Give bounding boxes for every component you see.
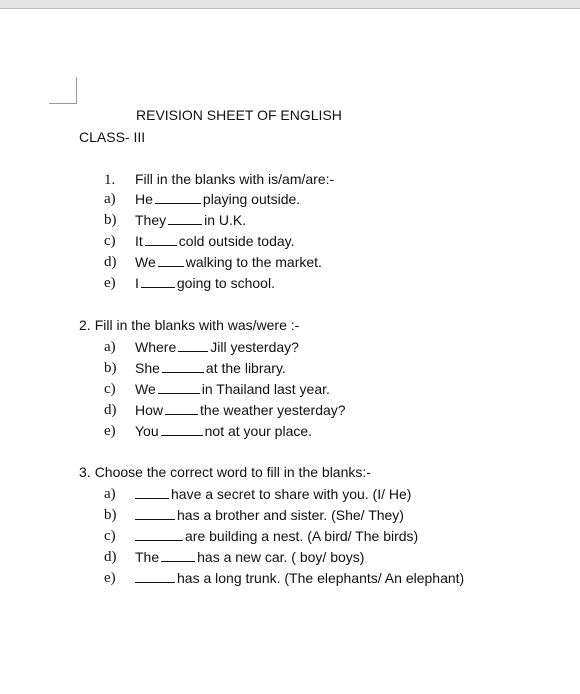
item-text: has a long trunk. (The elephants/ An elephant) [135, 569, 464, 587]
item-label: c) [104, 528, 116, 544]
answer-blank[interactable] [158, 381, 200, 394]
item-text: You not at your place. [135, 423, 313, 439]
page-margin-mark-vertical [76, 77, 77, 103]
item-text: has a brother and sister. (She/ They) [135, 506, 404, 524]
answer-blank[interactable] [135, 486, 169, 499]
item-text: I going to school. [135, 275, 275, 291]
section-number: 3. [79, 464, 91, 480]
section-number: 1. [104, 172, 116, 188]
item-text: How the weather yesterday? [135, 402, 346, 418]
item-label: e) [104, 570, 116, 586]
item-label: b) [104, 507, 117, 523]
item-label: a) [104, 486, 116, 502]
item-label: b) [104, 360, 117, 376]
answer-blank[interactable] [165, 402, 198, 415]
item-label: c) [104, 233, 116, 249]
answer-blank[interactable] [135, 528, 183, 541]
item-text: They in U.K. [135, 212, 247, 228]
section-heading-text: Fill in the blanks with is/am/are:- [135, 171, 335, 187]
item-text: We walking to the market. [135, 254, 322, 270]
section-heading-text: Fill in the blanks with was/were :- [94, 317, 300, 333]
item-label: a) [104, 191, 116, 207]
window-top-bar [0, 0, 580, 9]
answer-blank[interactable] [145, 233, 177, 246]
item-label: d) [104, 254, 117, 270]
answer-blank[interactable] [141, 275, 175, 288]
item-text: It cold outside today. [135, 233, 295, 249]
answer-blank[interactable] [155, 191, 201, 204]
item-label: a) [104, 339, 116, 355]
item-text: He playing outside. [135, 191, 301, 207]
section-heading-text: Choose the correct word to fill in the blanks:- [94, 464, 371, 480]
item-text: She at the library. [135, 360, 286, 376]
item-text: are building a nest. (A bird/ The birds) [135, 527, 418, 545]
class-label: CLASS- III [79, 129, 146, 145]
item-label: d) [104, 549, 117, 565]
item-label: d) [104, 402, 117, 418]
section-1-heading [104, 171, 334, 189]
item-label: e) [104, 423, 116, 439]
answer-blank[interactable] [135, 570, 175, 583]
item-text: We in Thailand last year. [135, 381, 330, 397]
item-label: e) [104, 275, 116, 291]
answer-blank[interactable] [161, 549, 195, 562]
section-3-heading [79, 464, 371, 480]
answer-blank[interactable] [161, 423, 203, 436]
answer-blank[interactable] [168, 212, 202, 225]
page-margin-mark-horizontal [49, 103, 77, 104]
answer-blank[interactable] [158, 254, 184, 267]
page-title: REVISION SHEET OF ENGLISH [136, 107, 342, 123]
item-label: b) [104, 212, 117, 228]
section-number: 2. [79, 317, 91, 333]
section-2-heading [79, 317, 299, 333]
item-text: have a secret to share with you. (I/ He) [135, 485, 411, 503]
answer-blank[interactable] [135, 507, 175, 520]
answer-blank[interactable] [162, 360, 204, 373]
answer-blank[interactable] [178, 339, 208, 352]
item-text: Where Jill yesterday? [135, 339, 299, 355]
item-text: The has a new car. ( boy/ boys) [135, 549, 365, 565]
item-label: c) [104, 381, 116, 397]
